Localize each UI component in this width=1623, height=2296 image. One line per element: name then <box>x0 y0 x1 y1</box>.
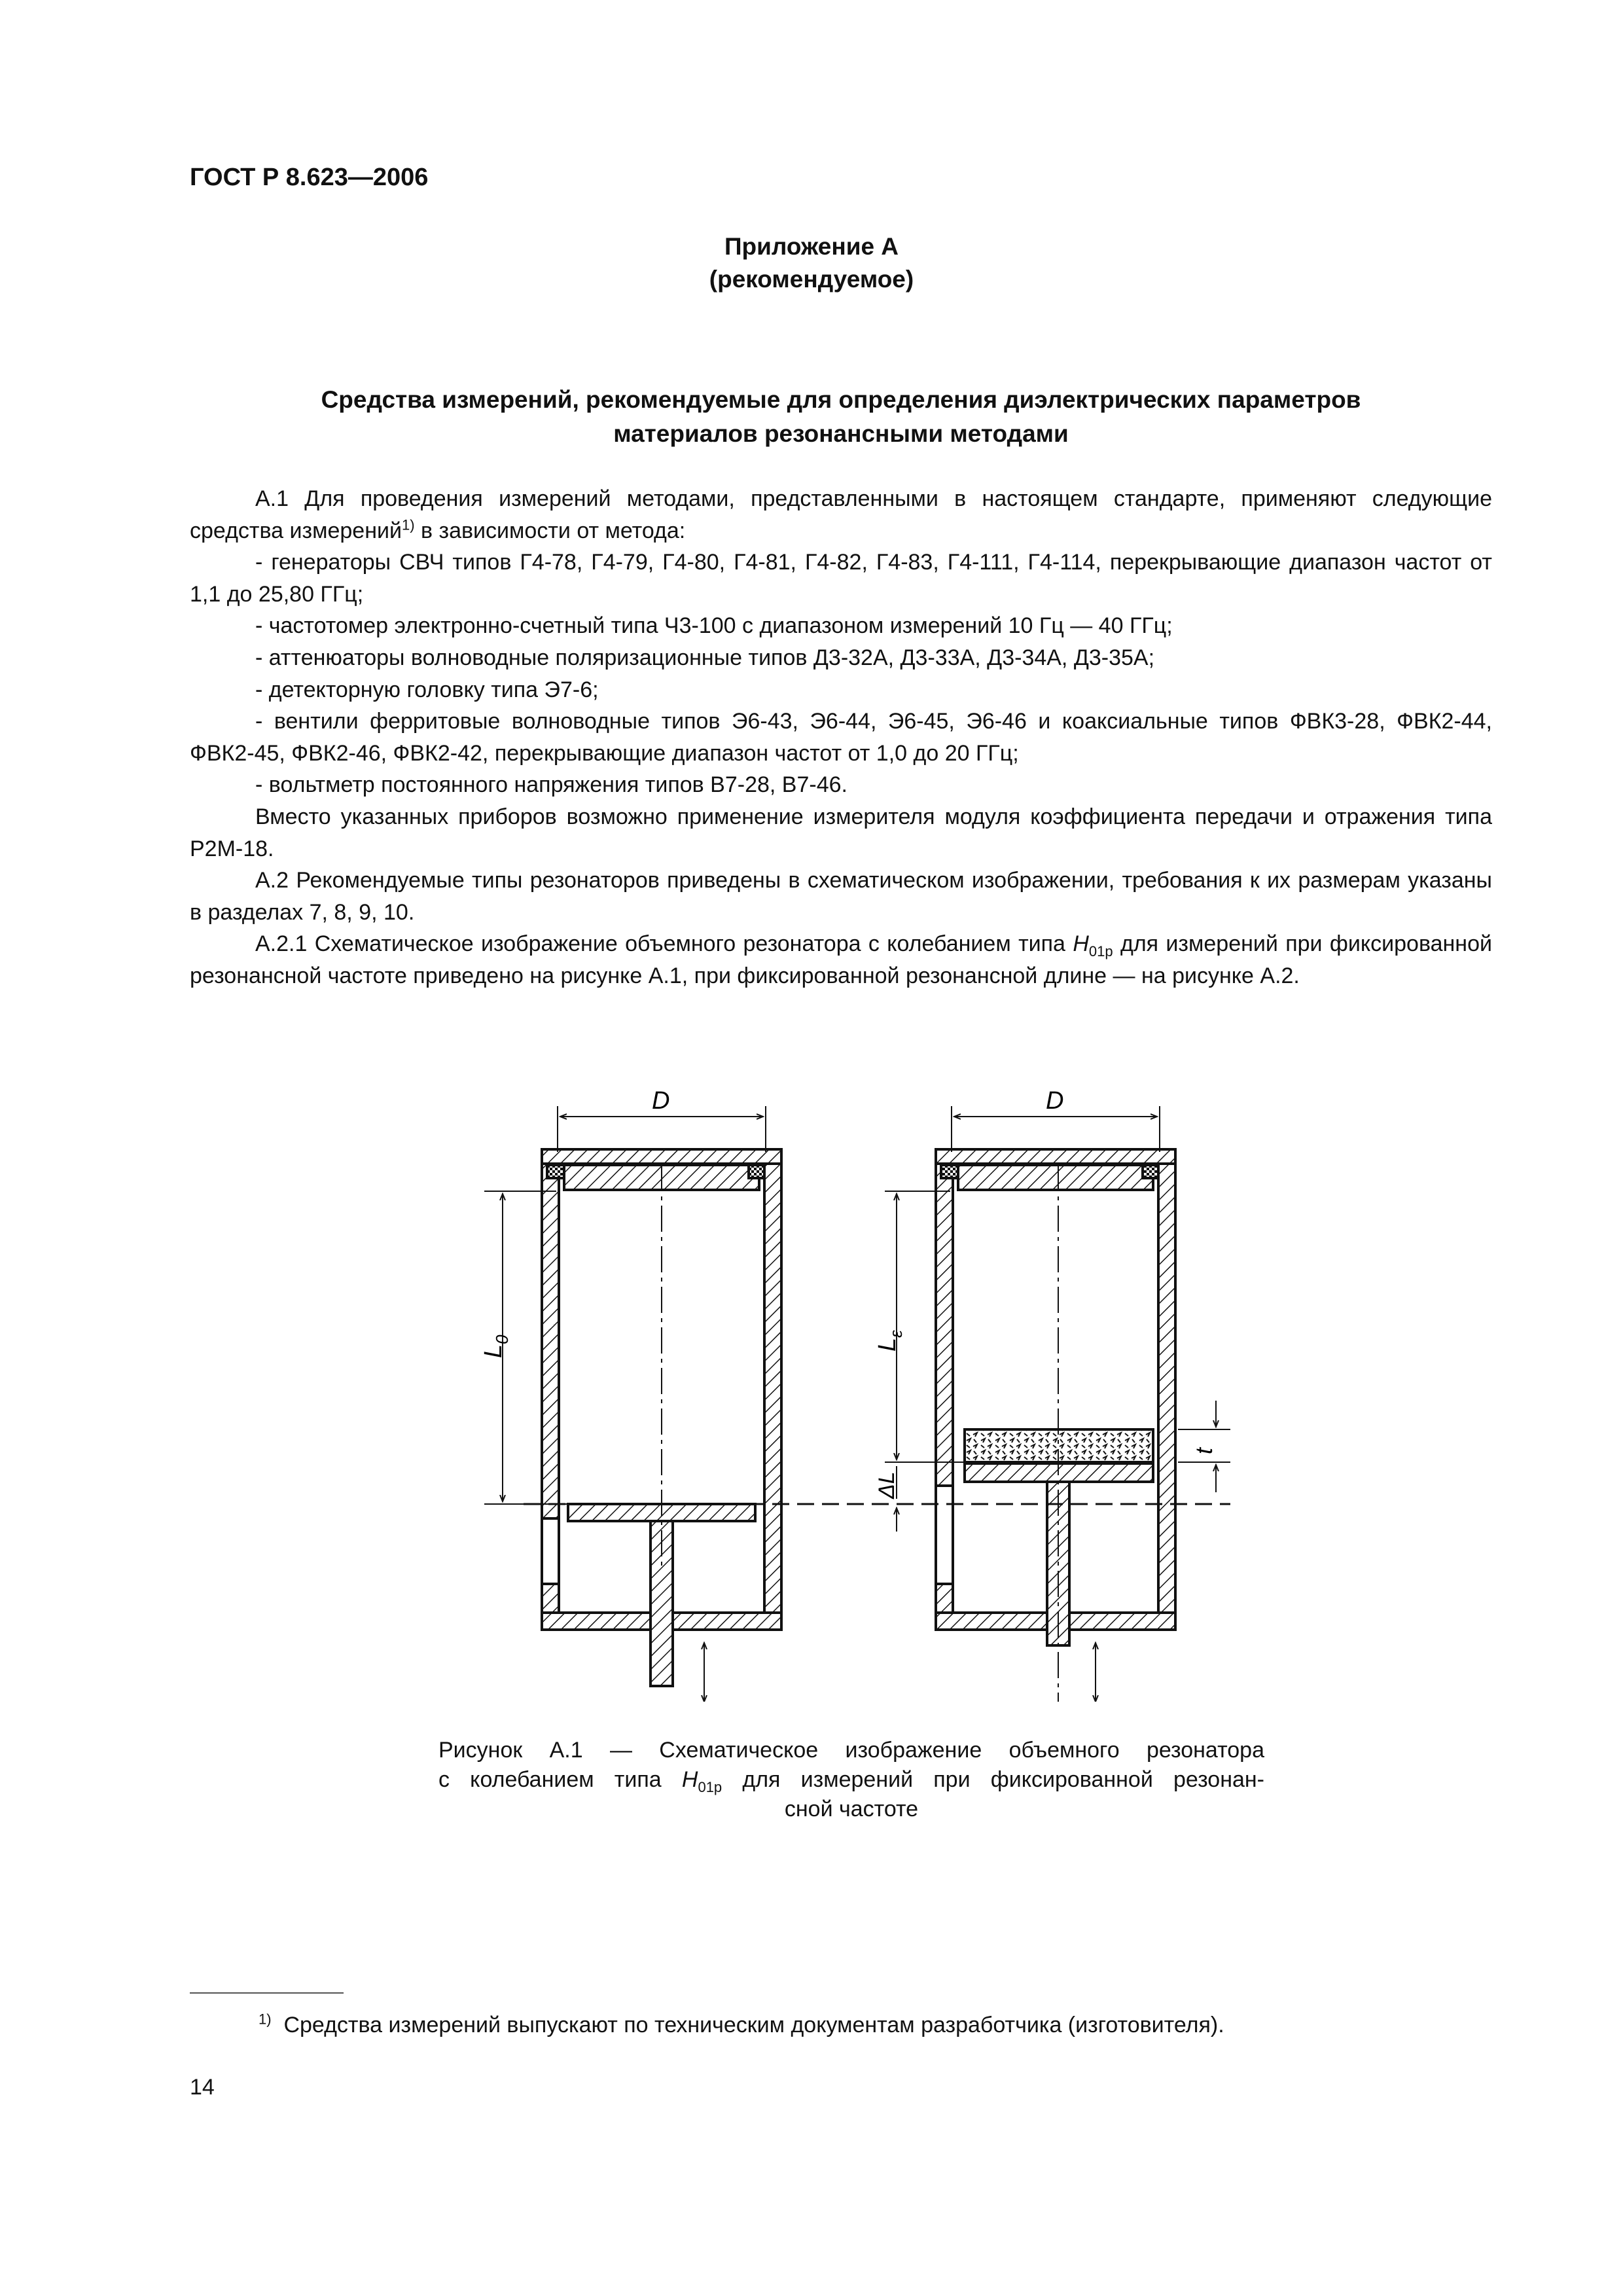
resonator-figure <box>419 1073 1243 1702</box>
section-title-line1: Средства измерений, рекомендуемые для определения диэлектрических параметров <box>321 386 1361 413</box>
caption-line1: Рисунок А.1 — Схематическое изображение объемного резонатора <box>438 1738 1264 1763</box>
svg-text:Lε <box>874 1330 906 1352</box>
list-item: - аттенюаторы волноводные поляризационные типов Д3-32А, Д3-33А, Д3-34А, Д3-35А; <box>255 645 1155 670</box>
right-right-wall <box>1158 1164 1175 1630</box>
label-Le-sub: ε <box>886 1330 906 1338</box>
label-Le-main: L <box>874 1337 901 1352</box>
footnote-text: Средства измерений выпускают по техническим документам разработчика (изготовителя). <box>283 2013 1224 2037</box>
paragraph-a21-text: А.2.1 Схематическое изображение объемного резонатора с колебанием типа <box>255 931 1073 957</box>
appendix-title: Приложение А <box>724 233 899 260</box>
list-item: - детекторную головку типа Э7-6; <box>255 677 599 702</box>
caption-line2-text: с колебанием типа <box>438 1767 682 1792</box>
footnote-divider <box>190 1992 344 1994</box>
footnote-mark: 1) <box>259 2011 272 2028</box>
document-header: ГОСТ Р 8.623—2006 <box>190 164 429 191</box>
mode-subscript: 01p <box>1088 943 1113 960</box>
caption-line2-text-end: для измерений при фиксированной резонан- <box>722 1767 1264 1792</box>
caption-mode-symbol: H <box>681 1767 698 1792</box>
caption-line3: сной частоте <box>784 1797 919 1821</box>
page-number: 14 <box>190 2075 215 2100</box>
appendix-subtitle: (рекомендуемое) <box>709 266 914 293</box>
section-title <box>190 383 1492 451</box>
label-D-left: D <box>652 1087 670 1115</box>
caption-mode-subscript: 01p <box>698 1778 722 1795</box>
right-wall <box>764 1164 781 1630</box>
paragraph-a1-text: А.1 Для проведения измерений методами, представленными в настоящем стандарте, применяют следующие средства измерений <box>190 486 1492 543</box>
right-upper-plate <box>958 1165 1153 1190</box>
svg-text:L0 <box>480 1335 512 1358</box>
label-delta-L: ΔL <box>874 1471 899 1499</box>
right-resonator <box>936 1149 1175 1645</box>
paragraph-replacement: Вместо указанных приборов возможно применение измерителя модуля коэффициента передачи и отражения типа Р2М-18. <box>190 804 1492 861</box>
label-L0-main: L <box>480 1344 507 1358</box>
figure-caption <box>438 1736 1264 1824</box>
label-D-right: D <box>1046 1087 1064 1115</box>
paragraph-a21-text-end: для измерений при фиксированной резонансной частоте приведено на рисунке А.1, при фиксированной резонансной длине — на рисунке А.2. <box>190 931 1492 988</box>
right-top-cover <box>936 1149 1175 1164</box>
footnote-ref: 1) <box>401 516 415 533</box>
paragraph-a1 <box>190 483 1492 547</box>
body-text <box>190 483 1492 992</box>
paragraph-a1-text-end: в зависимости от метода: <box>414 518 686 543</box>
footnote <box>259 2013 1224 2038</box>
right-wall-gap <box>936 1486 953 1584</box>
list-item: - частотомер электронно-счетный типа Ч3-100 с диапазоном измерений 10 Гц — 40 ГГц; <box>255 613 1173 639</box>
caption-line2 <box>438 1765 1264 1795</box>
left-seal <box>547 1165 564 1178</box>
right-seal <box>1143 1165 1158 1178</box>
label-Le <box>874 1330 906 1352</box>
left-wall-gap <box>542 1518 559 1584</box>
label-L0-sub: 0 <box>492 1335 512 1344</box>
list-item: - вольтметр постоянного напряжения типов В7-28, В7-46. <box>255 772 847 798</box>
section-title-line2: материалов резонансными методами <box>613 420 1069 447</box>
list-item: - вентили ферритовые волноводные типов Э6-43, Э6-44, Э6-45, Э6-46 и коаксиальные типов ФВК3-28, ФВК2-44, ФВК2-45, ФВК2-46, ФВК2-42, перекрывающие диапазон частот от 1,0 до 20 ГГц; <box>190 709 1492 766</box>
label-L0 <box>480 1335 512 1358</box>
appendix-heading <box>0 230 1623 296</box>
left-seal <box>749 1165 764 1178</box>
mode-symbol: H <box>1073 931 1089 957</box>
left-top-cover <box>542 1149 781 1164</box>
paragraph-a21 <box>190 928 1492 992</box>
paragraph-a2: А.2 Рекомендуемые типы резонаторов приведены в схематическом изображении, требования к их размерам указаны в разделах 7, 8, 9, 10. <box>190 868 1492 925</box>
label-t: t <box>1190 1447 1217 1454</box>
list-item: - генераторы СВЧ типов Г4-78, Г4-79, Г4-80, Г4-81, Г4-82, Г4-83, Г4-111, Г4-114, перекрывающие диапазон частот от 1,1 до 25,80 ГГц; <box>190 550 1492 607</box>
right-seal <box>941 1165 958 1178</box>
